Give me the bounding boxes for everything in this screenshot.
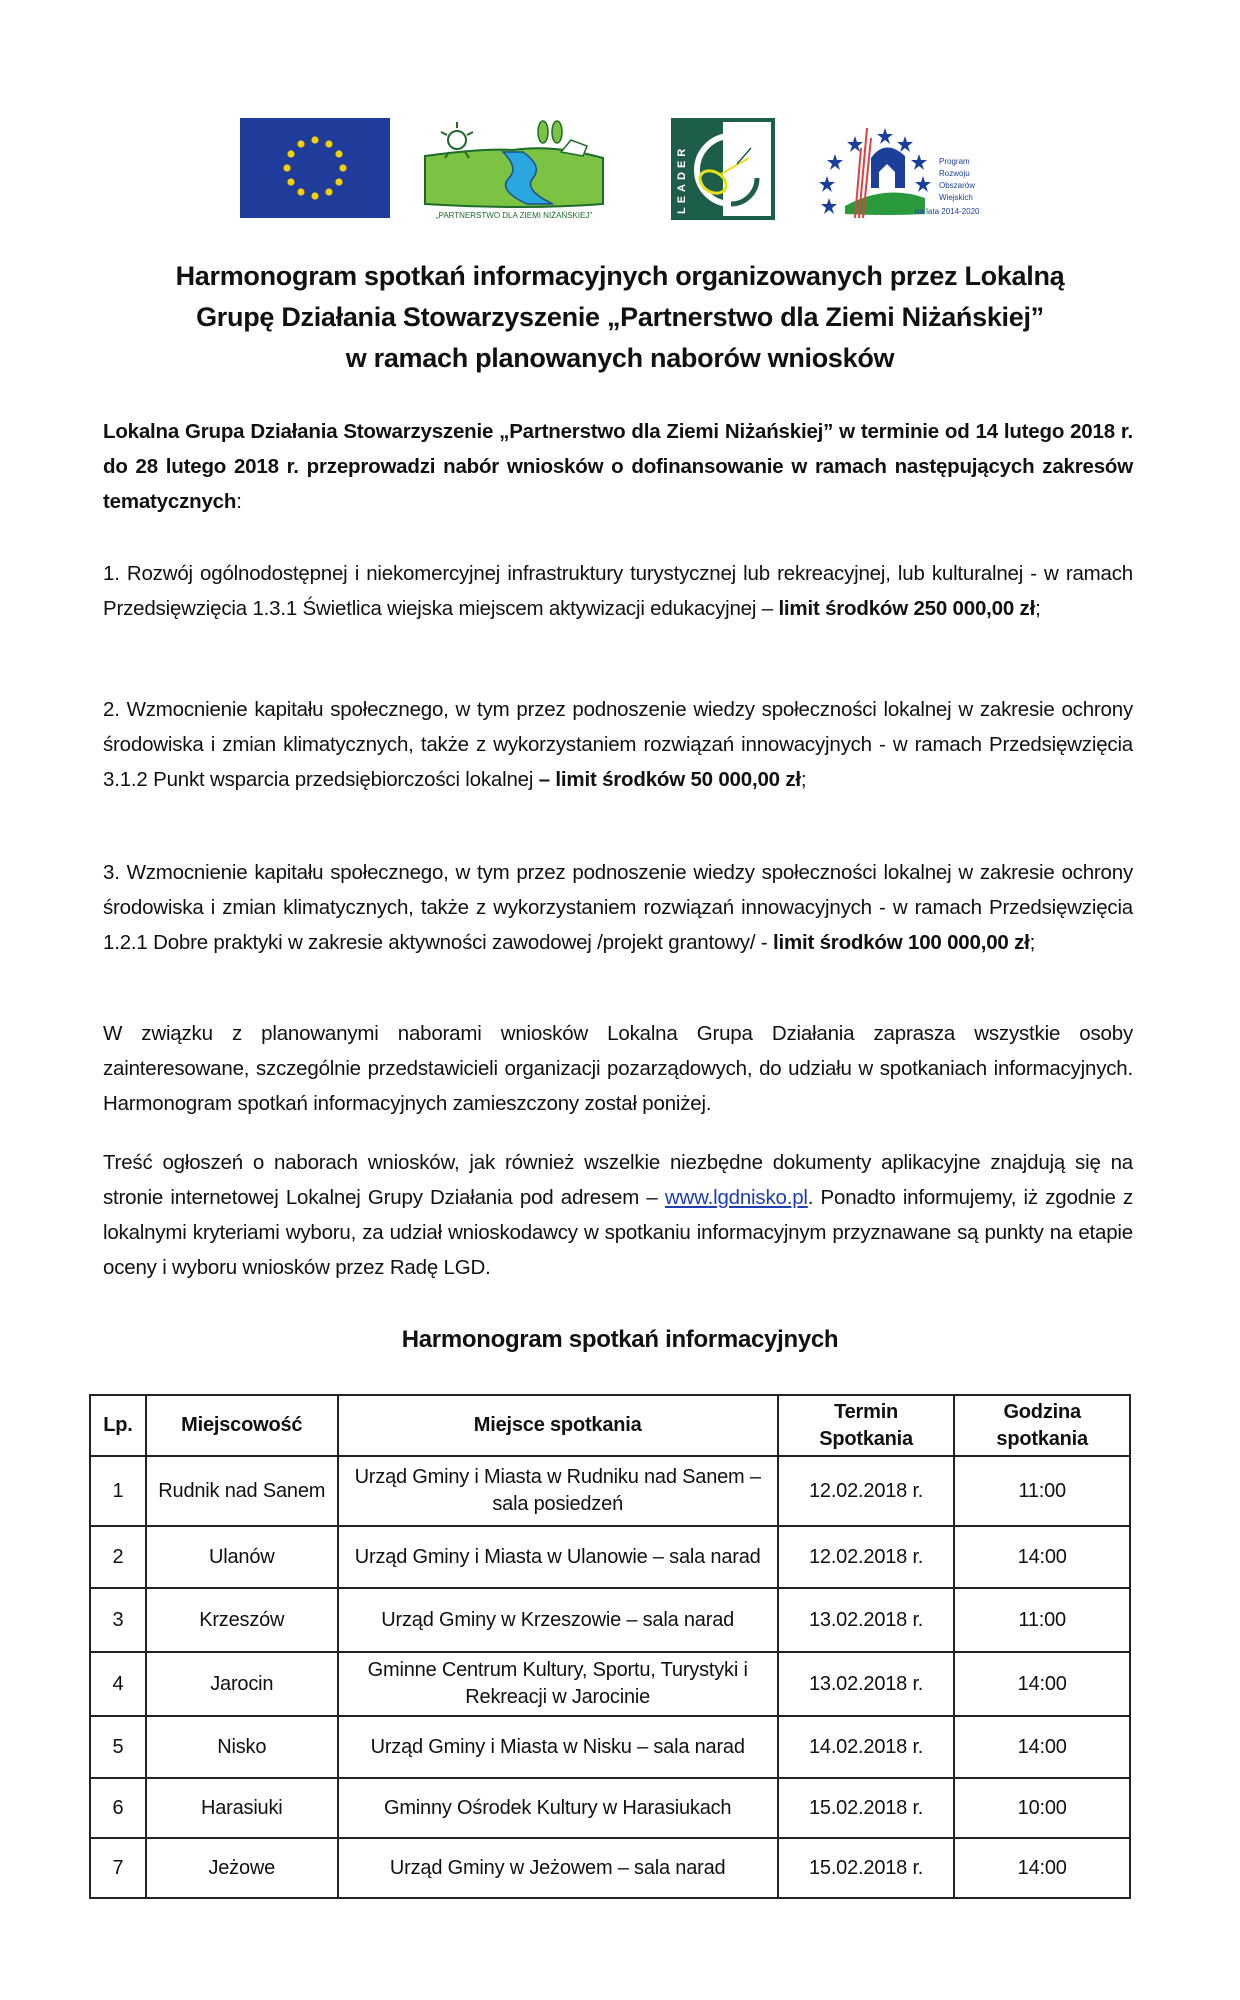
header-date: Termin Spotkania (778, 1395, 955, 1456)
funding-limit: – limit środków 50 000,00 zł (538, 768, 801, 791)
schedule-title: Harmonogram spotkań informacyjnych (401, 1326, 839, 1353)
invitation-paragraph: W związku z planowanymi naborami wniosków Lokalna Grupa Działania zaprasza wszystkie osoby zainteresowane, szczególnie przedstawicieli organizacji pozarządowych, do udziału w spotkaniach informacyjnych. Harmonogram spotkań informacyjnych zamieszczony został poniżej. (103, 1022, 1133, 1115)
thematic-item-3: 3. Wzmocnienie kapitału społecznego, w tym przez podnoszenie wiedzy społeczności lokalnej w zakresie ochrony środowiska i zmian klimatycznych, także z wykorzystaniem rozwiązań innowacyjnych - w ramach Przedsięwzięcia 1.2.1 Dobre praktyki w zakresie aktywności zawodowej /projekt grantowy/ - limit środków 100 000,00 zł; (103, 861, 1133, 954)
title-line-1: Harmonogram spotkań informacyjnych organizowanych przez Lokalną (175, 261, 1065, 291)
table-row: 5 Nisko Urząd Gminy i Miasta w Nisku – sala narad 14.02.2018 r. 14:00 (90, 1716, 1130, 1778)
table-header-row (90, 1395, 1130, 1456)
website-link[interactable]: www.lgdnisko.pl (664, 1186, 808, 1209)
eu-stars-icon (240, 118, 390, 218)
svg-text:LEADER: LEADER (676, 144, 688, 214)
header-place: Miejsce spotkania (338, 1395, 778, 1456)
svg-text:Wiejskich: Wiejskich (939, 193, 973, 202)
partnerstwo-logo (423, 118, 605, 222)
header-lp: Lp. (90, 1395, 146, 1456)
leader-logo (671, 118, 775, 220)
thematic-item-1: 1. Rozwój ogólnodostępnej i niekomercyjnej infrastruktury turystycznej lub rekreacyjnej, lub kulturalnej - w ramach Przedsięwzięcia 1.3.1 Świetlica wiejska miejscem aktywizacji edukacyjnej – limit środków 250 000,00 zł; (103, 562, 1133, 620)
table-row: 6 Harasiuki Gminny Ośrodek Kultury w Harasiukach 15.02.2018 r. 10:00 (90, 1778, 1130, 1838)
prow-logo (815, 118, 980, 222)
table-row: 7 Jeżowe Urząd Gminy w Jeżowem – sala narad 15.02.2018 r. 14:00 (90, 1838, 1130, 1898)
intro-paragraph: Lokalna Grupa Działania Stowarzyszenie „Partnerstwo dla Ziemi Niżańskiej” w terminie od 14 lutego 2018 r. do 28 lutego 2018 r. przeprowadzi nabór wniosków o dofinansowanie w ramach następujących zakresów tematycznych: (103, 420, 1133, 513)
title-line-3: w ramach planowanych naborów wniosków (345, 343, 895, 373)
table-row: 2 Ulanów Urząd Gminy i Miasta w Ulanowie – sala narad 12.02.2018 r. 14:00 (90, 1526, 1130, 1588)
funding-limit: limit środków 250 000,00 zł (778, 597, 1036, 620)
title-line-2: Grupę Działania Stowarzyszenie „Partnerstwo dla Ziemi Niżańskiej” (196, 302, 1044, 332)
eu-flag-logo (240, 118, 390, 218)
thematic-item-2: 2. Wzmocnienie kapitału społecznego, w tym przez podnoszenie wiedzy społeczności lokalnej w zakresie ochrony środowiska i zmian klimatycznych, także z wykorzystaniem rozwiązań innowacyjnych - w ramach Przedsięwzięcia 3.1.2 Punkt wsparcia przedsiębiorczości lokalnej – limit środków 50 000,00 zł; (103, 698, 1133, 791)
info-paragraph: Treść ogłoszeń o naborach wniosków, jak również wszelkie niezbędne dokumenty aplikacyjne znajdują się na stronie internetowej Lokalnej Grupy Działania pod adresem – www.lgdnisko.pl. Ponadto informujemy, iż zgodnie z lokalnymi kryteriami wyboru, za udział wnioskodawcy w spotkaniu informacyjnym przyznawane są punkty na etapie oceny i wyboru wniosków przez Radę LGD. (103, 1151, 1133, 1279)
document-title (110, 256, 1130, 379)
svg-text:na lata 2014-2020: na lata 2014-2020 (915, 207, 980, 216)
svg-text:Obszarów: Obszarów (939, 181, 976, 190)
table-row: 1 Rudnik nad Sanem Urząd Gminy i Miasta w Rudniku nad Sanem – sala posiedzeń 12.02.2018 r. 11:00 (90, 1456, 1130, 1526)
table-row: 3 Krzeszów Urząd Gminy w Krzeszowie – sala narad 13.02.2018 r. 11:00 (90, 1588, 1130, 1652)
header-time: Godzina spotkania (954, 1395, 1130, 1456)
svg-text:Rozwoju: Rozwoju (939, 169, 970, 178)
funding-limit: limit środków 100 000,00 zł (772, 931, 1030, 954)
schedule-table (89, 1394, 1131, 1899)
header-town: Miejscowość (146, 1395, 338, 1456)
svg-text:„PARTNERSTWO DLA ZIEMI NIŻAŃSK: „PARTNERSTWO DLA ZIEMI NIŻAŃSKIEJ” (435, 211, 593, 220)
svg-text:Program: Program (939, 157, 970, 166)
table-row: 4 Jarocin Gminne Centrum Kultury, Sportu, Turystyki i Rekreacji w Jarocinie 13.02.2018 r. 14:00 (90, 1652, 1130, 1716)
